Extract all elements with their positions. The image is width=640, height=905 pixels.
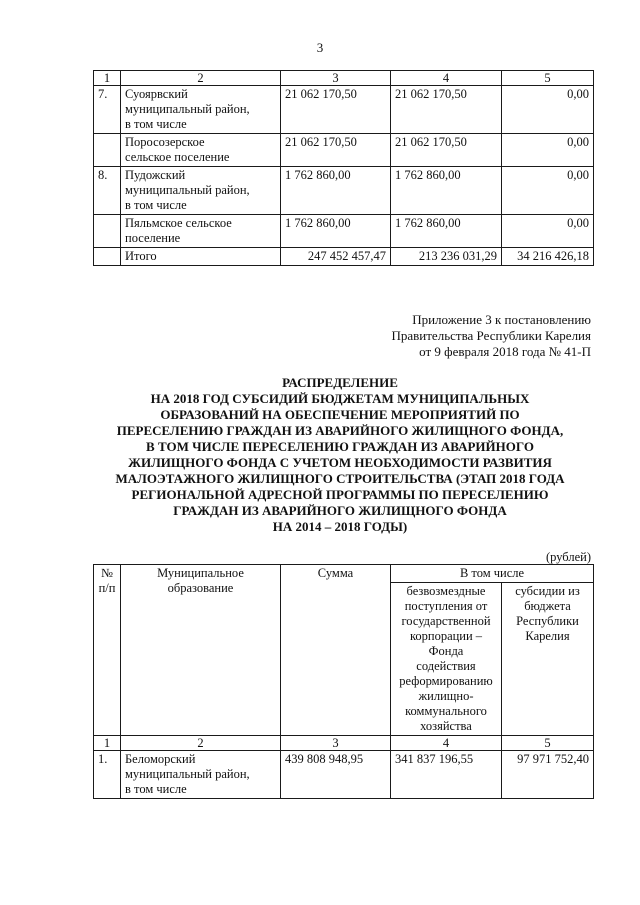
header-line: п/п [98, 581, 116, 595]
col-number: 3 [281, 71, 391, 86]
col-number: 1 [94, 736, 121, 751]
fund-cell: 1 762 860,00 [391, 215, 502, 248]
header-including: В том числе [391, 565, 594, 583]
total-label: Итого [121, 248, 281, 266]
title-line: МАЛОЭТАЖНОГО ЖИЛИЩНОГО СТРОИТЕЛЬСТВА (ЭТАП 2018 ГОДА [115, 471, 565, 486]
header-fund [391, 583, 502, 736]
sum-cell: 21 062 170,50 [281, 134, 391, 167]
col-number: 4 [391, 736, 502, 751]
header-line: Карелия [525, 629, 570, 643]
title-line: ОБРАЗОВАНИЙ НА ОБЕСПЕЧЕНИЕ МЕРОПРИЯТИЙ ПО [160, 407, 520, 422]
table-row [94, 134, 594, 167]
title-line: ЖИЛИЩНОГО ФОНДА С УЧЕТОМ НЕОБХОДИМОСТИ РАЗВИТИЯ [128, 455, 552, 470]
total-republic: 34 216 426,18 [502, 248, 594, 266]
table-row [94, 215, 594, 248]
row-number: 7. [94, 86, 121, 134]
republic-cell: 0,00 [502, 215, 594, 248]
name-line: в том числе [125, 198, 187, 212]
header-line: образование [167, 581, 234, 595]
fund-cell: 21 062 170,50 [391, 86, 502, 134]
name-line: Суоярвский [125, 87, 188, 101]
municipality-name [121, 215, 281, 248]
header-line: коммунального [405, 704, 487, 718]
sum-cell: 21 062 170,50 [281, 86, 391, 134]
header-sum: Сумма [281, 565, 391, 736]
republic-cell: 0,00 [502, 86, 594, 134]
title-line: ГРАЖДАН ИЗ АВАРИЙНОГО ЖИЛИЩНОГО ФОНДА [173, 503, 507, 518]
title-line: ПЕРЕСЕЛЕНИЮ ГРАЖДАН ИЗ АВАРИЙНОГО ЖИЛИЩНОГО ФОНДА, [116, 423, 564, 438]
header-line: корпорации – [409, 629, 483, 643]
appendix-line: Правительства Республики Карелия [391, 328, 591, 343]
total-sum: 247 452 457,47 [281, 248, 391, 266]
name-line: муниципальный район, [125, 183, 250, 197]
header-line: субсидии из [515, 584, 580, 598]
header-line: хозяйства [420, 719, 472, 733]
name-line: поселение [125, 231, 181, 245]
sum-cell: 1 762 860,00 [281, 215, 391, 248]
document-title [80, 375, 600, 535]
name-line: муниципальный район, [125, 102, 250, 116]
header-line: Фонда [428, 644, 464, 658]
fund-cell: 341 837 196,55 [391, 751, 502, 799]
municipality-name [121, 134, 281, 167]
municipality-name [121, 751, 281, 799]
title-line: РАСПРЕДЕЛЕНИЕ [282, 375, 398, 390]
municipality-name [121, 86, 281, 134]
col-number: 5 [502, 71, 594, 86]
republic-cell: 0,00 [502, 167, 594, 215]
page-number: 3 [316, 40, 324, 55]
header-line: безвозмездные [406, 584, 486, 598]
header-line: Республики [516, 614, 579, 628]
continuation-table [93, 70, 594, 266]
row-number: 8. [94, 167, 121, 215]
table-row [94, 86, 594, 134]
sum-cell: 439 808 948,95 [281, 751, 391, 799]
header-line: бюджета [524, 599, 571, 613]
republic-cell: 97 971 752,40 [502, 751, 594, 799]
municipality-name [121, 167, 281, 215]
sum-cell: 1 762 860,00 [281, 167, 391, 215]
total-row [94, 248, 594, 266]
name-line: в том числе [125, 782, 187, 796]
row-number [94, 248, 121, 266]
header-line: Муниципальное [157, 566, 244, 580]
fund-cell: 21 062 170,50 [391, 134, 502, 167]
col-number: 5 [502, 736, 594, 751]
distribution-table [93, 564, 594, 799]
title-line: РЕГИОНАЛЬНОЙ АДРЕСНОЙ ПРОГРАММЫ ПО ПЕРЕСЕЛЕНИЮ [131, 487, 549, 502]
header-line: № [101, 566, 113, 580]
header-municipality [121, 565, 281, 736]
header-number [94, 565, 121, 736]
title-line: НА 2014 – 2018 ГОДЫ) [272, 519, 408, 534]
header-line: содействия [416, 659, 476, 673]
column-number-row [94, 736, 594, 751]
name-line: Беломорский [125, 752, 196, 766]
header-line: реформированию [399, 674, 493, 688]
column-number-row [94, 71, 594, 86]
fund-cell: 1 762 860,00 [391, 167, 502, 215]
header-line: поступления от [404, 599, 488, 613]
table-row [94, 167, 594, 215]
currency-unit: (рублей) [545, 550, 591, 564]
republic-cell: 0,00 [502, 134, 594, 167]
row-number: 1. [94, 751, 121, 799]
col-number: 1 [94, 71, 121, 86]
appendix-reference [392, 312, 592, 360]
name-line: Пяльмское сельское [125, 216, 232, 230]
name-line: Поросозерское [125, 135, 205, 149]
header-republic [502, 583, 594, 736]
name-line: Пудожский [125, 168, 186, 182]
header-line: государственной [401, 614, 491, 628]
name-line: сельское поселение [125, 150, 230, 164]
title-line: В ТОМ ЧИСЛЕ ПЕРЕСЕЛЕНИЮ ГРАЖДАН ИЗ АВАРИЙНОГО [146, 439, 534, 454]
header-line: жилищно- [418, 689, 474, 703]
name-line: муниципальный район, [125, 767, 250, 781]
row-number [94, 215, 121, 248]
total-fund: 213 236 031,29 [391, 248, 502, 266]
row-number [94, 134, 121, 167]
table-row [94, 751, 594, 799]
appendix-line: от 9 февраля 2018 года № 41-П [419, 344, 591, 359]
title-line: НА 2018 ГОД СУБСИДИЙ БЮДЖЕТАМ МУНИЦИПАЛЬНЫХ [150, 391, 530, 406]
header-row [94, 565, 594, 583]
col-number: 2 [121, 71, 281, 86]
col-number: 2 [121, 736, 281, 751]
name-line: в том числе [125, 117, 187, 131]
appendix-line: Приложение 3 к постановлению [412, 312, 591, 327]
col-number: 4 [391, 71, 502, 86]
col-number: 3 [281, 736, 391, 751]
